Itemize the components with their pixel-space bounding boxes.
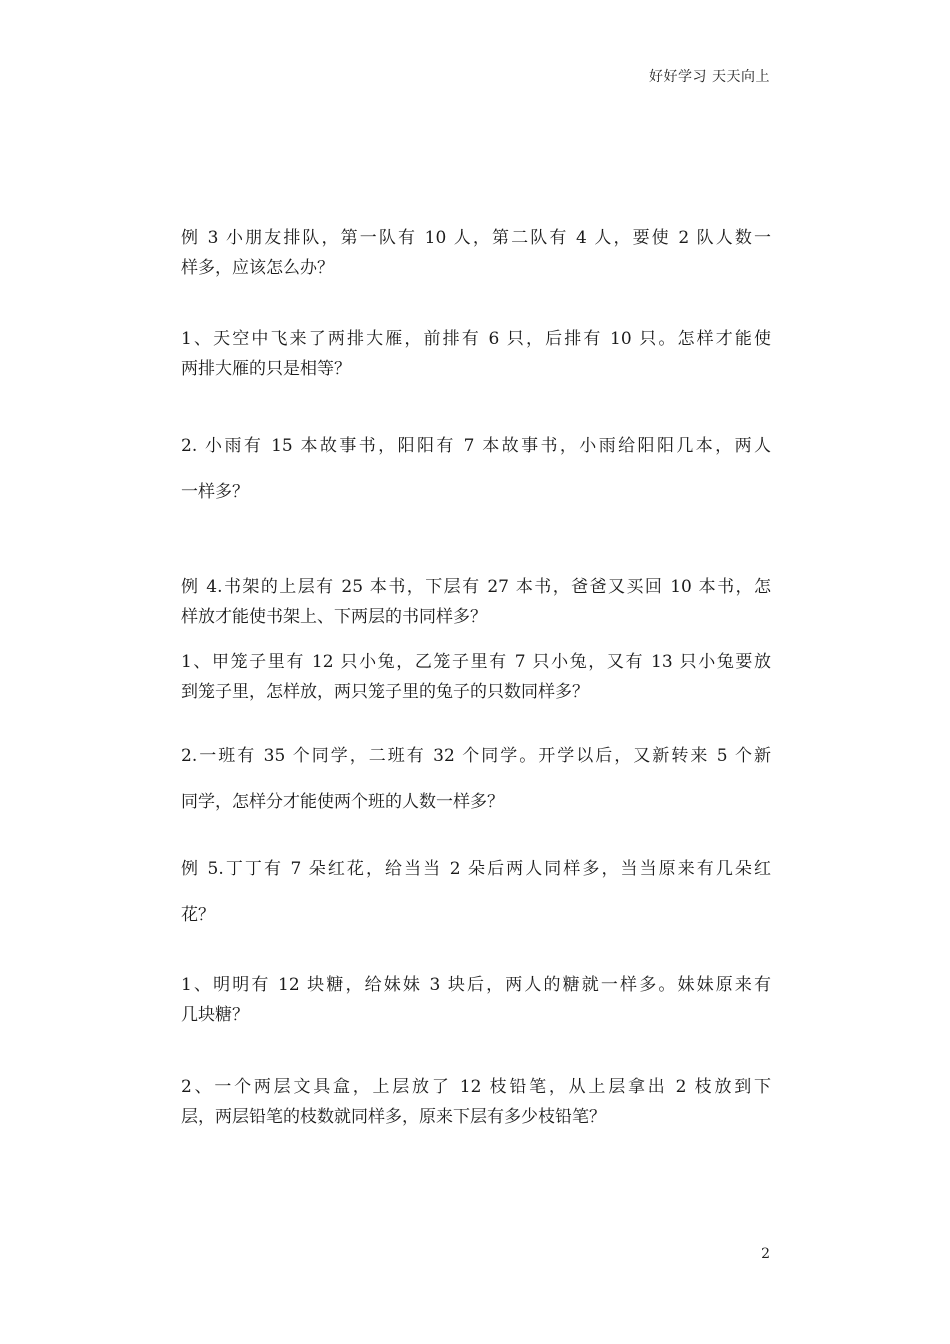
exercise-5-2 <box>181 1072 771 1132</box>
paragraph-line: 一样多？ <box>181 482 249 502</box>
page-header: 好好学习 天天向上 <box>649 69 770 85</box>
paragraph-line: 到笼子里，怎样放，两只笼子里的兔子的只数同样多？ <box>181 682 589 702</box>
paragraph-line: 样多，应该怎么办？ <box>181 258 334 278</box>
exercise-4-1 <box>181 647 771 707</box>
example-4-problem <box>181 572 771 632</box>
page-number: 2 <box>761 1246 770 1262</box>
paragraph-line: 2.一班有 35 个同学，二班有 32 个同学。开学以后，又新转来 5 个新 <box>181 746 771 766</box>
paragraph-line: 例 5.丁丁有 7 朵红花，给当当 2 朵后两人同样多，当当原来有几朵红 <box>181 859 771 879</box>
paragraph-line: 1、甲笼子里有 12 只小兔，乙笼子里有 7 只小兔，又有 13 只小兔要放 <box>181 652 771 672</box>
paragraph-line: 几块糖？ <box>181 1005 249 1025</box>
paragraph-line: 1、天空中飞来了两排大雁，前排有 6 只，后排有 10 只。怎样才能使 <box>181 329 771 349</box>
exercise-3-1 <box>181 324 771 384</box>
paragraph-line: 2、一个两层文具盒，上层放了 12 枝铅笔，从上层拿出 2 枝放到下 <box>181 1077 771 1097</box>
example-5-problem <box>181 854 771 930</box>
example-3-problem <box>181 223 771 283</box>
paragraph-line: 同学，怎样分才能使两个班的人数一样多？ <box>181 792 504 812</box>
paragraph-line: 例 3 小朋友排队，第一队有 10 人，第二队有 4 人，要使 2 队人数一 <box>181 228 771 248</box>
paragraph-line: 样放才能使书架上、下两层的书同样多？ <box>181 607 487 627</box>
paragraph-line: 两排大雁的只是相等？ <box>181 359 351 379</box>
paragraph-line: 花？ <box>181 905 215 925</box>
exercise-5-1 <box>181 970 771 1030</box>
paragraph-line: 2. 小雨有 15 本故事书，阳阳有 7 本故事书，小雨给阳阳几本，两人 <box>181 436 771 456</box>
paragraph-line: 层，两层铅笔的枝数就同样多，原来下层有多少枝铅笔？ <box>181 1107 606 1127</box>
exercise-4-2 <box>181 741 771 817</box>
paragraph-line: 例 4.书架的上层有 25 本书，下层有 27 本书，爸爸又买回 10 本书，怎 <box>181 577 771 597</box>
exercise-3-2 <box>181 431 771 507</box>
paragraph-line: 1、明明有 12 块糖，给妹妹 3 块后，两人的糖就一样多。妹妹原来有 <box>181 975 771 995</box>
